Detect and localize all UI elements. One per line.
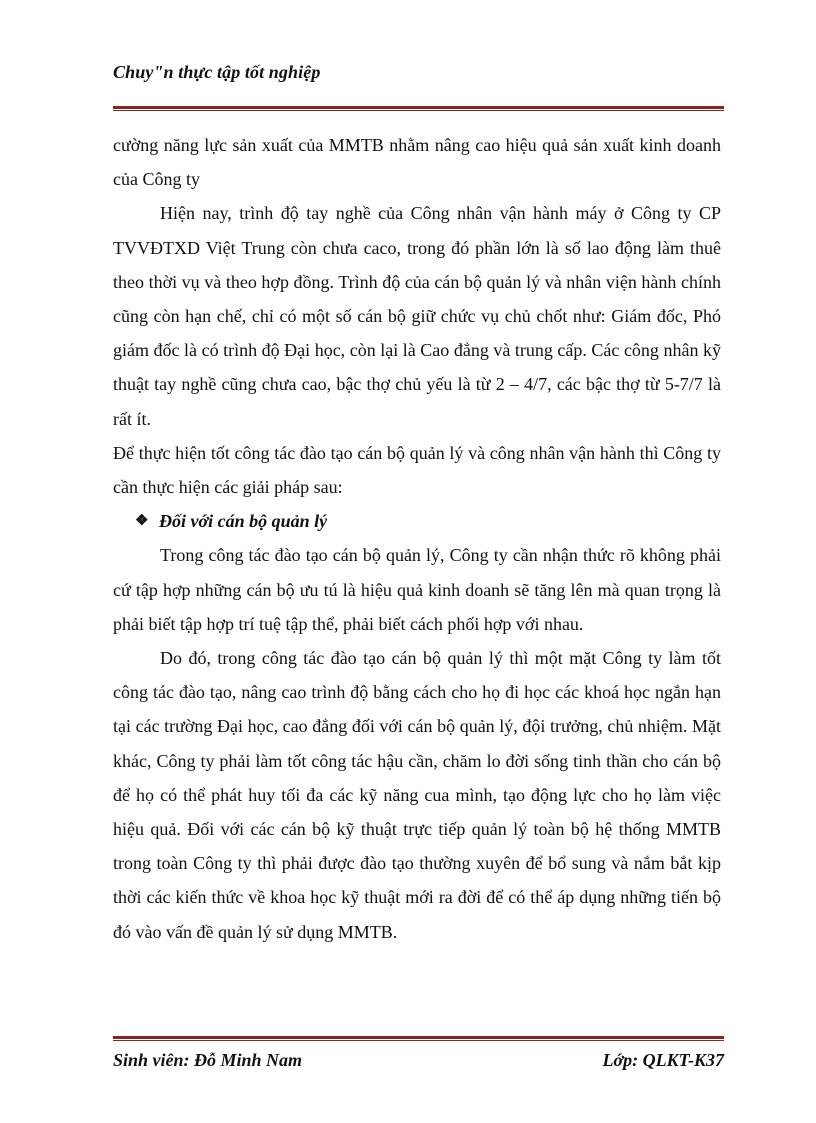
paragraph-continuation: cường năng lực sản xuất của MMTB nhằm nâng cao hiệu quả sản xuất kinh doanh của Công ty — [113, 135, 721, 190]
paragraph-current-state: Hiện nay, trình độ tay nghề của Công nhân vận hành máy ở Công ty CP TVVĐTXD Việt Trung còn chưa caco, trong đó phần lớn là số lao động làm thuê theo thời vụ và theo hợp đồng. Trình độ của cán bộ quản lý và nhân viện hành chính cũng còn hạn chế, chỉ có một số cán bộ giữ chức vụ chủ chốt như: Giám đốc, Phó giám đốc là có trình độ Đại học, còn lại là Cao đẳng và trung cấp. Các công nhân kỹ thuật tay nghề cũng chưa cao, bậc thợ chủ yếu là từ 2 – 4/7, các bậc thợ từ 5-7/7 là rất ít. — [113, 203, 721, 429]
header-divider — [113, 106, 724, 111]
section-heading-text: Đối với cán bộ quản lý — [159, 511, 328, 532]
page-footer — [113, 1050, 724, 1071]
footer-divider — [113, 1036, 724, 1041]
diamond-bullet-icon: ❖ — [135, 513, 149, 530]
page-header-title: Chuy"n thực tập tốt nghiệp — [113, 62, 321, 82]
document-body — [113, 128, 721, 949]
footer-class-code: Lớp: QLKT-K37 — [602, 1050, 724, 1070]
footer-student-name: Sinh viên: Đỗ Minh Nam — [113, 1050, 303, 1070]
paragraph-solutions-intro: Để thực hiện tốt công tác đào tạo cán bộ quản lý và công nhân vận hành thì Công ty cần thực hiện các giải pháp sau: — [113, 442, 721, 498]
section-heading — [113, 504, 721, 538]
paragraph-training-measures: Do đó, trong công tác đào tạo cán bộ quản lý thì một mặt Công ty làm tốt công tác đào tạo, nâng cao trình độ bằng cách cho họ đi học các khoá học ngắn hạn tại các trường Đại học, cao đẳng đối với cán bộ quản lý, đội trưởng, chủ nhiệm. Mặt khác, Công ty phải làm tốt công tác hậu cần, chăm lo đời sống tinh thần cho cán bộ để họ có thể phát huy tối đa các kỹ năng cua mình, tạo động lực cho họ làm việc hiệu quả. Đối với các cán bộ kỹ thuật trực tiếp quản lý toàn bộ hệ thống MMTB trong toàn Công ty thì phải được đào tạo thường xuyên để bổ sung và nắm bắt kịp thời các kiến thức về khoa học kỹ thuật mới ra đời để có thể áp dụng những tiến bộ đó vào vấn đề quản lý sử dụng MMTB. — [113, 648, 721, 942]
paragraph-management-training: Trong công tác đào tạo cán bộ quản lý, Công ty cần nhận thức rõ không phải cứ tập hợp những cán bộ ưu tú là hiệu quả kinh doanh sẽ tăng lên mà quan trọng là phải biết tập hợp trí tuệ tập thể, phải biết cách phối hợp với nhau. — [113, 545, 721, 634]
